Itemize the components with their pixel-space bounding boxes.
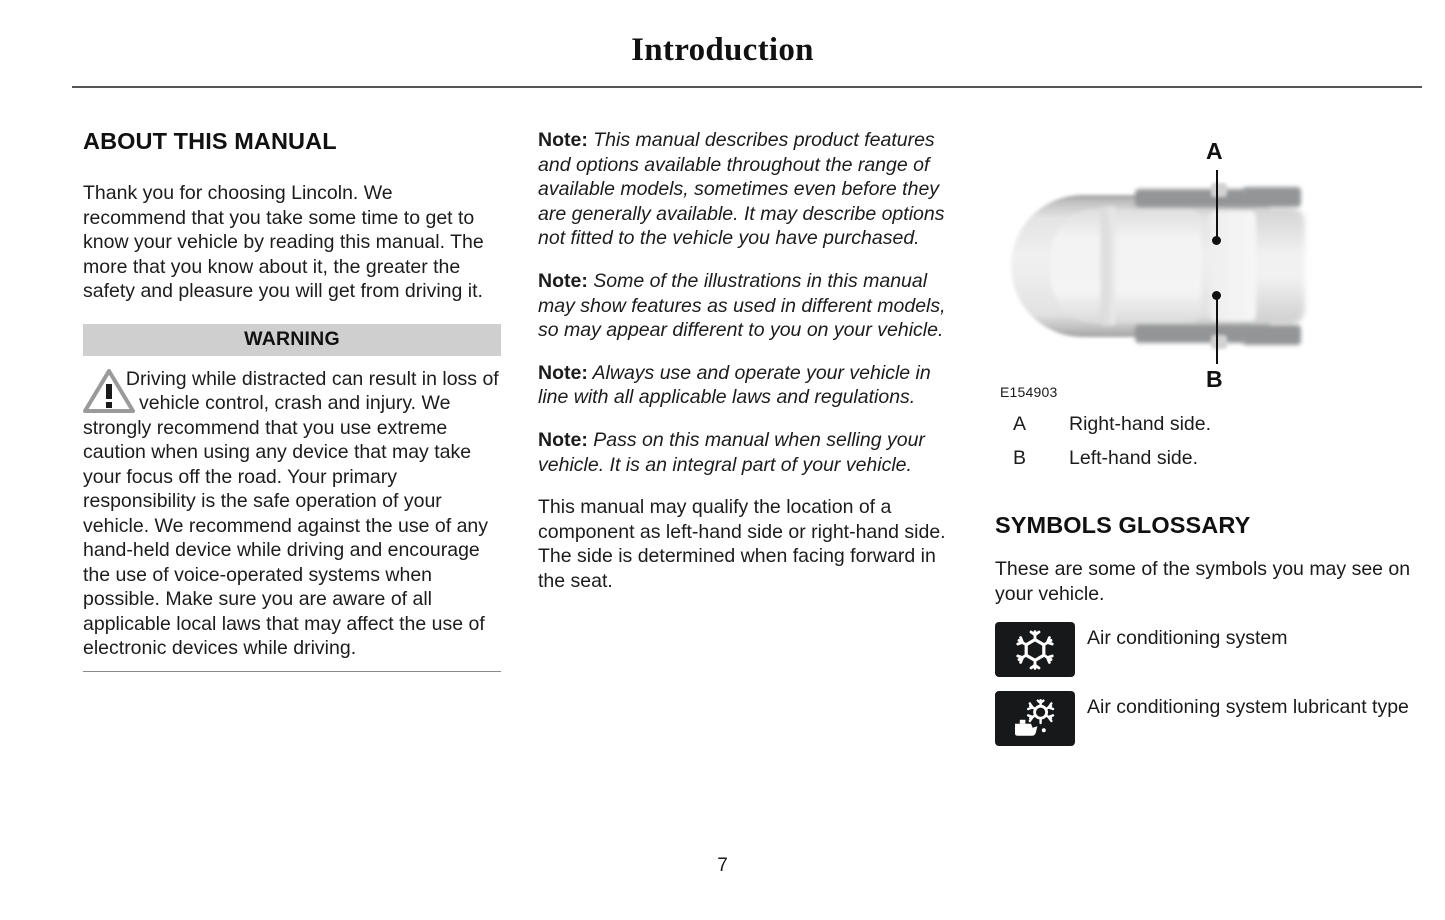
note-text: This manual describes product features and options available throughout the range of available models, sometimes even before they are generally available. It may describe options not fitted to the vehicle you have purchased. xyxy=(538,129,945,250)
symbol-caption: Air conditioning system xyxy=(1087,627,1288,650)
warning-bottom-divider xyxy=(83,671,501,672)
oil-can-snowflake-icon xyxy=(1011,699,1059,739)
callout-leader-line-a xyxy=(1216,170,1218,240)
callout-label-a: A xyxy=(1206,138,1223,164)
note-label: Note: xyxy=(538,361,588,384)
symbol-row xyxy=(995,622,1425,677)
note-label: Note: xyxy=(538,269,588,292)
vehicle-side-figure xyxy=(995,128,1425,403)
car-rear-deck-shape xyxy=(1251,207,1305,325)
tire-rear-right xyxy=(1243,187,1301,207)
warning-banner-label: WARNING xyxy=(83,324,501,356)
note-item xyxy=(538,128,958,251)
tire-rear-left xyxy=(1243,325,1301,345)
legend-value: Left-hand side. xyxy=(1069,447,1199,469)
mirror-left xyxy=(1211,335,1227,349)
figure-legend xyxy=(1013,407,1425,475)
note-item xyxy=(538,428,958,477)
vehicle-top-view-illustration xyxy=(1005,183,1305,348)
note-item xyxy=(538,269,958,343)
legend-key: B xyxy=(1013,447,1027,469)
warning-block xyxy=(83,324,501,672)
middle-column xyxy=(538,128,958,608)
callout-dot-a xyxy=(1212,236,1221,245)
snowflake-icon xyxy=(1015,630,1055,670)
side-definition-paragraph: This manual may qualify the location of a component as left-hand side or right-hand side. The side is determined when facing forward in the seat. xyxy=(538,496,946,592)
about-intro-paragraph: Thank you for choosing Lincoln. We recommend that you take some time to get to know your vehicle by reading this manual. The more that you know about it, the greater the safety and pleasure you will get from driving it. xyxy=(83,182,484,303)
tire-front-left xyxy=(1135,325,1247,343)
note-text: Pass on this manual when selling your vehicle. It is an integral part of your vehicle. xyxy=(538,428,925,476)
mirror-right xyxy=(1211,183,1227,197)
warning-body xyxy=(83,367,501,661)
callout-label-b: B xyxy=(1206,366,1223,392)
legend-row xyxy=(1013,407,1425,441)
symbol-caption: Air conditioning system lubricant type xyxy=(1087,696,1409,719)
figure-id-label: E154903 xyxy=(1000,384,1058,400)
left-column xyxy=(83,128,501,672)
legend-value: Right-hand side. xyxy=(1069,413,1212,435)
note-item xyxy=(538,361,958,410)
tire-front-right xyxy=(1135,189,1247,207)
symbols-glossary-intro: These are some of the symbols you may see on your vehicle. xyxy=(995,558,1411,605)
warning-text: Driving while distracted can result in loss of vehicle control, crash and injury. We strongly recommend that you use extreme caution when using any device that may take your focus off the road. Your primary responsibility is the safe operation of your vehicle. We recommend against the use of any hand-held device while driving and encourage the use of voice-operated systems when possible. Make sure you are aware of all applicable local laws that may affect the use of electronic devices while driving. xyxy=(83,367,499,660)
note-label: Note: xyxy=(538,428,588,451)
about-this-manual-heading: ABOUT THIS MANUAL xyxy=(83,128,337,154)
page-title: Introduction xyxy=(631,32,814,68)
callout-leader-line-b xyxy=(1216,296,1218,364)
note-text: Some of the illustrations in this manual may show features as used in different models, so may appear different to you on your vehicle. xyxy=(538,269,946,342)
note-label: Note: xyxy=(538,129,588,151)
note-text: Always use and operate your vehicle in line with all applicable laws and regulations. xyxy=(538,361,931,409)
symbol-row xyxy=(995,691,1425,746)
legend-row xyxy=(1013,441,1425,475)
right-column xyxy=(995,128,1425,760)
page-header xyxy=(0,0,1445,90)
header-divider xyxy=(72,86,1422,88)
symbols-glossary-section xyxy=(995,512,1425,746)
symbol-tile xyxy=(995,691,1075,746)
symbol-tile xyxy=(995,622,1075,677)
symbols-glossary-heading: SYMBOLS GLOSSARY xyxy=(995,512,1251,538)
car-windshield-shape xyxy=(1101,207,1115,325)
page-number: 7 xyxy=(717,855,728,876)
legend-key: A xyxy=(1013,413,1027,435)
car-roof-shape xyxy=(1051,209,1201,323)
